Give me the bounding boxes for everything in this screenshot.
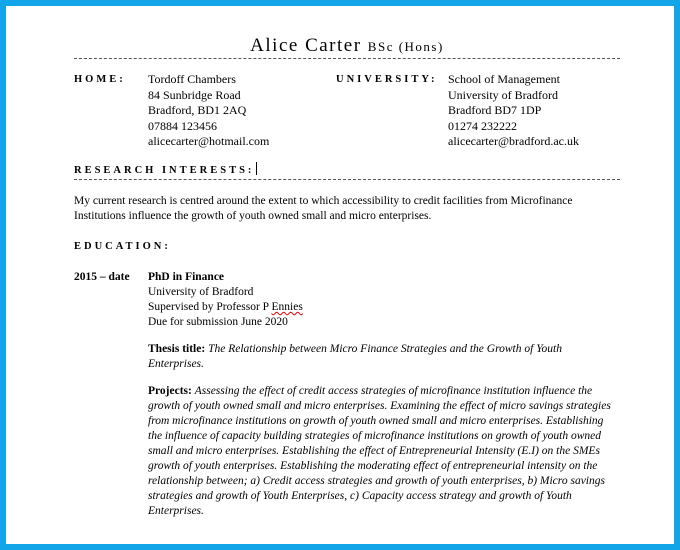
research-heading-text: RESEARCH INTERESTS: bbox=[74, 165, 255, 176]
cv-degree: BSc (Hons) bbox=[367, 39, 444, 54]
projects-line: growth of youth owned small and micro enterprises. Examining the effect of micro savings strategies bbox=[148, 400, 611, 412]
supervisor-prefix: Supervised by Professor P bbox=[148, 301, 272, 313]
education-details bbox=[148, 270, 620, 519]
thesis-line: The Relationship between Micro Finance Strategies and the Growth of Youth bbox=[208, 343, 562, 355]
cv-document[interactable] bbox=[74, 34, 620, 519]
university-phone: 01274 232222 bbox=[448, 118, 517, 133]
cv-header bbox=[74, 34, 620, 58]
education-institution: University of Bradford bbox=[148, 286, 254, 298]
home-line: Bradford, BD1 2AQ bbox=[148, 103, 247, 117]
home-label: HOME: bbox=[74, 74, 126, 85]
projects-line: from microfinance institutions on growth of youth owned small and micro enterprises. Establishing bbox=[148, 415, 604, 427]
education-date: 2015 – date bbox=[74, 271, 130, 283]
home-email: alicecarter@hotmail.com bbox=[148, 134, 270, 148]
education-due: Due for submission June 2020 bbox=[148, 316, 288, 328]
research-divider bbox=[74, 179, 620, 180]
home-address bbox=[148, 72, 269, 150]
projects-line: the influence of capacity building strategies of microfinance institutions on growth of youth owned bbox=[148, 430, 602, 442]
projects-line: growth of youth enterprises. Establishing the moderating effect of entrepreneurial intensity on the bbox=[148, 460, 598, 472]
university-address bbox=[448, 72, 579, 150]
home-line: 84 Sunbridge Road bbox=[148, 87, 241, 102]
education-degree: PhD in Finance bbox=[148, 271, 225, 283]
thesis-line: Enterprises. bbox=[148, 358, 204, 370]
text-cursor bbox=[256, 162, 257, 175]
research-line: Institutions influence the growth of youth owned small and micro enterprises. bbox=[74, 210, 432, 222]
thesis-title bbox=[148, 342, 620, 372]
projects-line: Enterprises. bbox=[148, 505, 204, 517]
university-line: School of Management bbox=[448, 72, 560, 86]
thesis-label: Thesis title: bbox=[148, 343, 206, 355]
supervisor-surname: Ennies bbox=[271, 301, 303, 313]
projects-line: small and micro enterprises. Establishing the effect of Entrepreneurial Intensity (E.I) on the SMEs bbox=[148, 445, 600, 457]
university-label: UNIVERSITY: bbox=[336, 74, 438, 85]
home-line: Tordoff Chambers bbox=[148, 72, 236, 86]
research-heading bbox=[74, 162, 620, 178]
projects-block bbox=[148, 384, 620, 519]
header-divider bbox=[74, 58, 620, 59]
education-heading: EDUCATION: bbox=[74, 241, 171, 252]
projects-line: relationship between; a) Credit access strategies and growth of youth enterprises, b) Micro savings bbox=[148, 475, 605, 487]
research-line: My current research is centred around the extent to which accessibility to credit facilities from Microfinance bbox=[74, 195, 573, 207]
education-supervisor bbox=[148, 300, 620, 315]
university-line: Bradford BD7 1DP bbox=[448, 103, 542, 117]
cv-name: Alice Carter bbox=[250, 35, 362, 56]
home-phone: 07884 123456 bbox=[148, 118, 217, 133]
university-email: alicecarter@bradford.ac.uk bbox=[448, 134, 579, 148]
university-line: University of Bradford bbox=[448, 87, 558, 102]
projects-line: strategies and growth of Youth Enterprises, c) Capacity access strategy and growth of Youth bbox=[148, 490, 572, 502]
research-text bbox=[74, 194, 620, 224]
contact-section bbox=[74, 72, 620, 156]
projects-line: Assessing the effect of credit access strategies of microfinance institution influence the bbox=[194, 385, 593, 397]
education-entry bbox=[74, 270, 620, 519]
projects-label: Projects: bbox=[148, 385, 192, 397]
